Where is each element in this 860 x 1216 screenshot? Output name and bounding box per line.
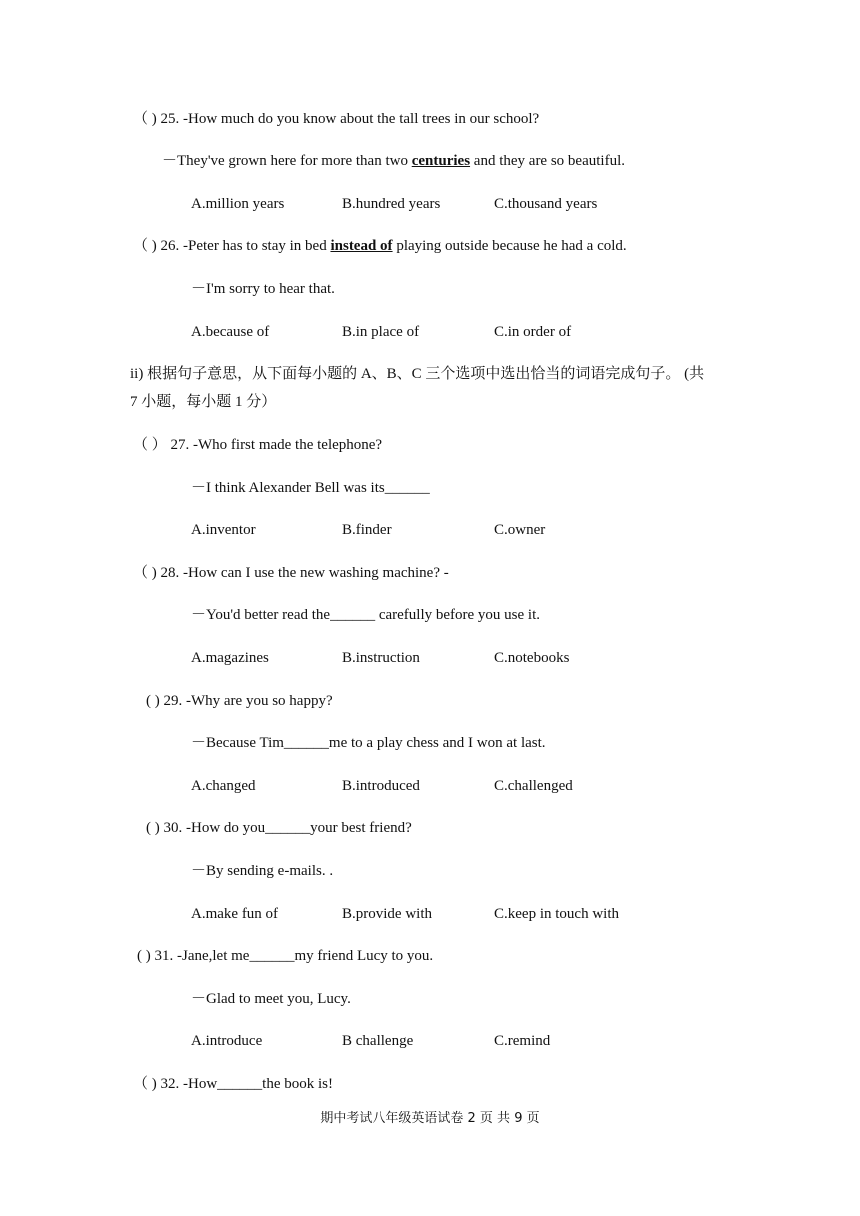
q25-answer-post: and they are so beautiful. bbox=[470, 153, 625, 169]
q27-answer: －I think Alexander Bell was its______ bbox=[191, 480, 430, 496]
q26-option-a: A.because of bbox=[191, 324, 270, 340]
q26-option-b: B.in place of bbox=[342, 324, 420, 340]
q29-option-a: A.changed bbox=[191, 778, 256, 794]
q28-option-b: B.instruction bbox=[342, 650, 420, 666]
q25-answer-emph: centuries bbox=[411, 153, 471, 169]
q30-option-b: B.provide with bbox=[342, 906, 432, 922]
q30-stem: ( ) 30. -How do you______your best friend? bbox=[146, 820, 412, 836]
q25-option-c: C.thousand years bbox=[494, 196, 598, 212]
q31-option-c: C.remind bbox=[494, 1033, 551, 1049]
q28-option-c: C.notebooks bbox=[494, 650, 570, 666]
q25-stem: （ ) 25. -How much do you know about the tall trees in our school? bbox=[133, 111, 540, 127]
q28-answer: －You'd better read the______ carefully before you use it. bbox=[191, 607, 540, 623]
q26-stem-pre: （ ) 26. -Peter has to stay in bed bbox=[133, 238, 331, 254]
q25-answer-pre: －They've grown here for more than two bbox=[162, 153, 412, 169]
q31-answer: －Glad to meet you, Lucy. bbox=[191, 991, 351, 1007]
q30-answer: －By sending e-mails. . bbox=[191, 863, 334, 879]
q31-option-a: A.introduce bbox=[191, 1033, 263, 1049]
q27-option-b: B.finder bbox=[342, 522, 392, 538]
q29-answer: －Because Tim______me to a play chess and I won at last. bbox=[191, 735, 546, 751]
q27-option-a: A.inventor bbox=[191, 522, 256, 538]
q27-option-c: C.owner bbox=[494, 522, 546, 538]
q29-option-b: B.introduced bbox=[342, 778, 420, 794]
q32-stem: （ ) 32. -How______the book is! bbox=[133, 1076, 333, 1092]
section-ii-instruction-line1: ii) 根据句子意思，从下面每小题的 A、B、C 三个选项中选出恰当的词语完成句子。 (共 bbox=[130, 366, 705, 382]
page-footer: 期中考试八年级英语试卷 2 页 共 9 页 bbox=[320, 1111, 540, 1126]
q28-stem: （ ) 28. -How can I use the new washing machine? - bbox=[133, 565, 449, 581]
section-ii-instruction-line2: 7 小题，每小题 1 分） bbox=[130, 394, 277, 410]
q25-option-b: B.hundred years bbox=[342, 196, 441, 212]
q25-option-a: A.million years bbox=[191, 196, 285, 212]
q25-answer bbox=[162, 151, 625, 171]
q26-option-c: C.in order of bbox=[494, 324, 572, 340]
q26-stem-post: playing outside because he had a cold. bbox=[392, 238, 627, 254]
q29-option-c: C.challenged bbox=[494, 778, 573, 794]
q27-stem: （ ） 27. -Who first made the telephone? bbox=[133, 437, 383, 453]
q29-stem: ( ) 29. -Why are you so happy? bbox=[146, 693, 333, 709]
q30-option-c: C.keep in touch with bbox=[494, 906, 619, 922]
q28-option-a: A.magazines bbox=[191, 650, 269, 666]
q31-stem: ( ) 31. -Jane,let me______my friend Lucy to you. bbox=[137, 948, 434, 964]
q31-option-b: B challenge bbox=[342, 1033, 414, 1049]
q26-answer: －I'm sorry to hear that. bbox=[191, 281, 335, 297]
q30-option-a: A.make fun of bbox=[191, 906, 279, 922]
q26-stem-emph: instead of bbox=[330, 238, 393, 254]
q26-stem bbox=[133, 236, 627, 256]
